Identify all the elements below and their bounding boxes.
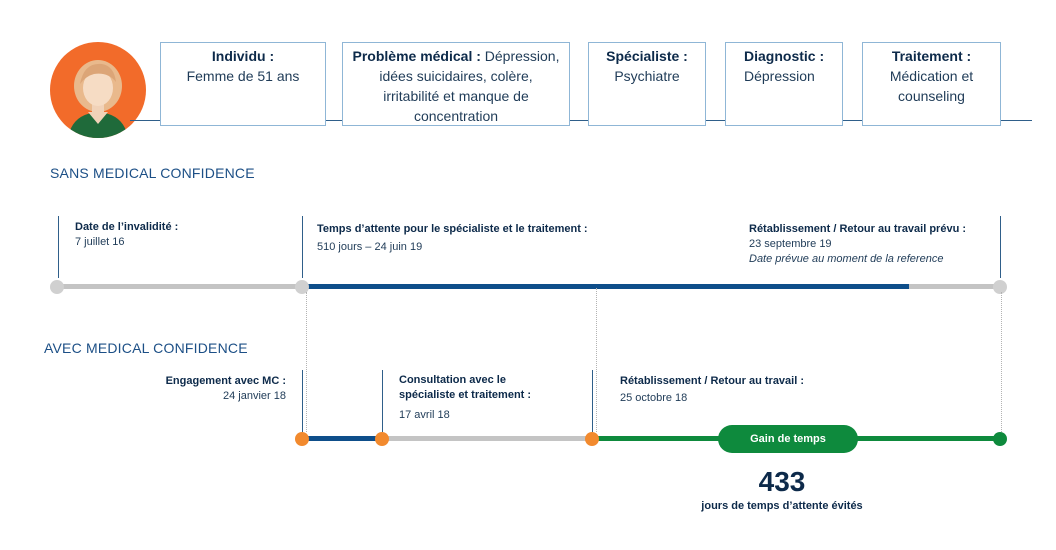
connector-end: [1001, 292, 1002, 432]
without-mc-title: SANS MEDICAL CONFIDENCE: [50, 165, 255, 181]
consultation-label-line1: Consultation avec le: [399, 374, 506, 386]
engagement-marker: [302, 370, 303, 432]
consultation-date: 17 avril 18: [399, 409, 450, 421]
waiting-label: Temps d’attente pour le spécialiste et le traitement :: [317, 223, 588, 235]
individual-label: Individu :: [211, 48, 275, 64]
problem-value-line4: concentration: [413, 108, 499, 124]
engagement-event: [150, 374, 286, 404]
individual-value: Femme de 51 ans: [186, 68, 300, 84]
specialist-label: Spécialiste :: [606, 48, 688, 64]
timeline1-navy-wait: [303, 284, 909, 289]
timeline2-dot-end: [993, 432, 1007, 446]
medical-problem-box: [342, 42, 570, 126]
treatment-label: Traitement :: [891, 48, 972, 64]
waiting-marker: [302, 216, 303, 278]
waiting-event: [317, 222, 588, 255]
days-saved-value: 433: [758, 466, 806, 497]
recovery-marker: [592, 370, 593, 432]
timeline1-grey-start: [57, 284, 303, 289]
planned-recovery-marker: [1000, 216, 1001, 278]
specialist-value: Psychiatre: [614, 68, 680, 84]
recovery-date: 25 octobre 18: [620, 392, 688, 404]
diagnostic-value: Dépression: [744, 68, 815, 84]
consultation-event: [399, 373, 531, 423]
planned-recovery-event: [749, 222, 966, 267]
days-saved-caption: jours de temps d’attente évités: [701, 500, 863, 512]
with-mc-title: AVEC MEDICAL CONFIDENCE: [44, 340, 248, 356]
timeline2-dot-recovery: [585, 432, 599, 446]
planned-recovery-date: 23 septembre 19: [749, 238, 832, 250]
consultation-label-line2: spécialiste et traitement :: [399, 389, 532, 401]
invalidity-event: [75, 220, 178, 250]
treatment-value-line2: counseling: [898, 88, 965, 104]
timeline2-dot-consultation: [375, 432, 389, 446]
woman-avatar-icon: [50, 42, 146, 138]
connector-recovery: [596, 288, 597, 432]
planned-recovery-note: Date prévue au moment de la reference: [749, 253, 944, 265]
problem-value-line3: irritabilité et manque de: [383, 88, 529, 104]
problem-label: Problème médical :: [352, 48, 481, 64]
diagnostic-label: Diagnostic :: [744, 48, 825, 64]
recovery-label: Rétablissement / Retour au travail :: [620, 375, 804, 387]
time-gain-badge: [718, 425, 858, 453]
problem-value-line2: idées suicidaires, colère,: [379, 68, 533, 84]
timeline1-grey-end: [909, 284, 1000, 289]
timeline2-grey: [382, 436, 592, 441]
specialist-box: [588, 42, 706, 126]
timeline2-navy: [302, 436, 382, 441]
avatar: [50, 42, 146, 138]
invalidity-label: Date de l’invalidité :: [75, 221, 179, 233]
invalidity-marker: [58, 216, 59, 278]
timeline1-dot-start: [50, 280, 64, 294]
individual-box: [160, 42, 326, 126]
timeline1-dot-end: [993, 280, 1007, 294]
engagement-date: 24 janvier 18: [223, 390, 286, 402]
consultation-marker: [382, 370, 383, 432]
problem-value-line1: Dépression,: [484, 48, 560, 64]
recovery-event: [620, 374, 804, 406]
diagnostic-box: [725, 42, 843, 126]
engagement-label: Engagement avec MC :: [165, 375, 286, 387]
planned-recovery-label: Rétablissement / Retour au travail prévu :: [749, 223, 967, 235]
time-gain-label: Gain de temps: [750, 433, 826, 445]
connector-engagement: [306, 292, 307, 432]
treatment-value-line1: Médication et: [889, 68, 974, 84]
waiting-detail: 510 jours – 24 juin 19: [317, 241, 423, 253]
invalidity-date: 7 juillet 16: [75, 236, 125, 248]
treatment-box: [862, 42, 1001, 126]
timeline2-dot-engagement: [295, 432, 309, 446]
